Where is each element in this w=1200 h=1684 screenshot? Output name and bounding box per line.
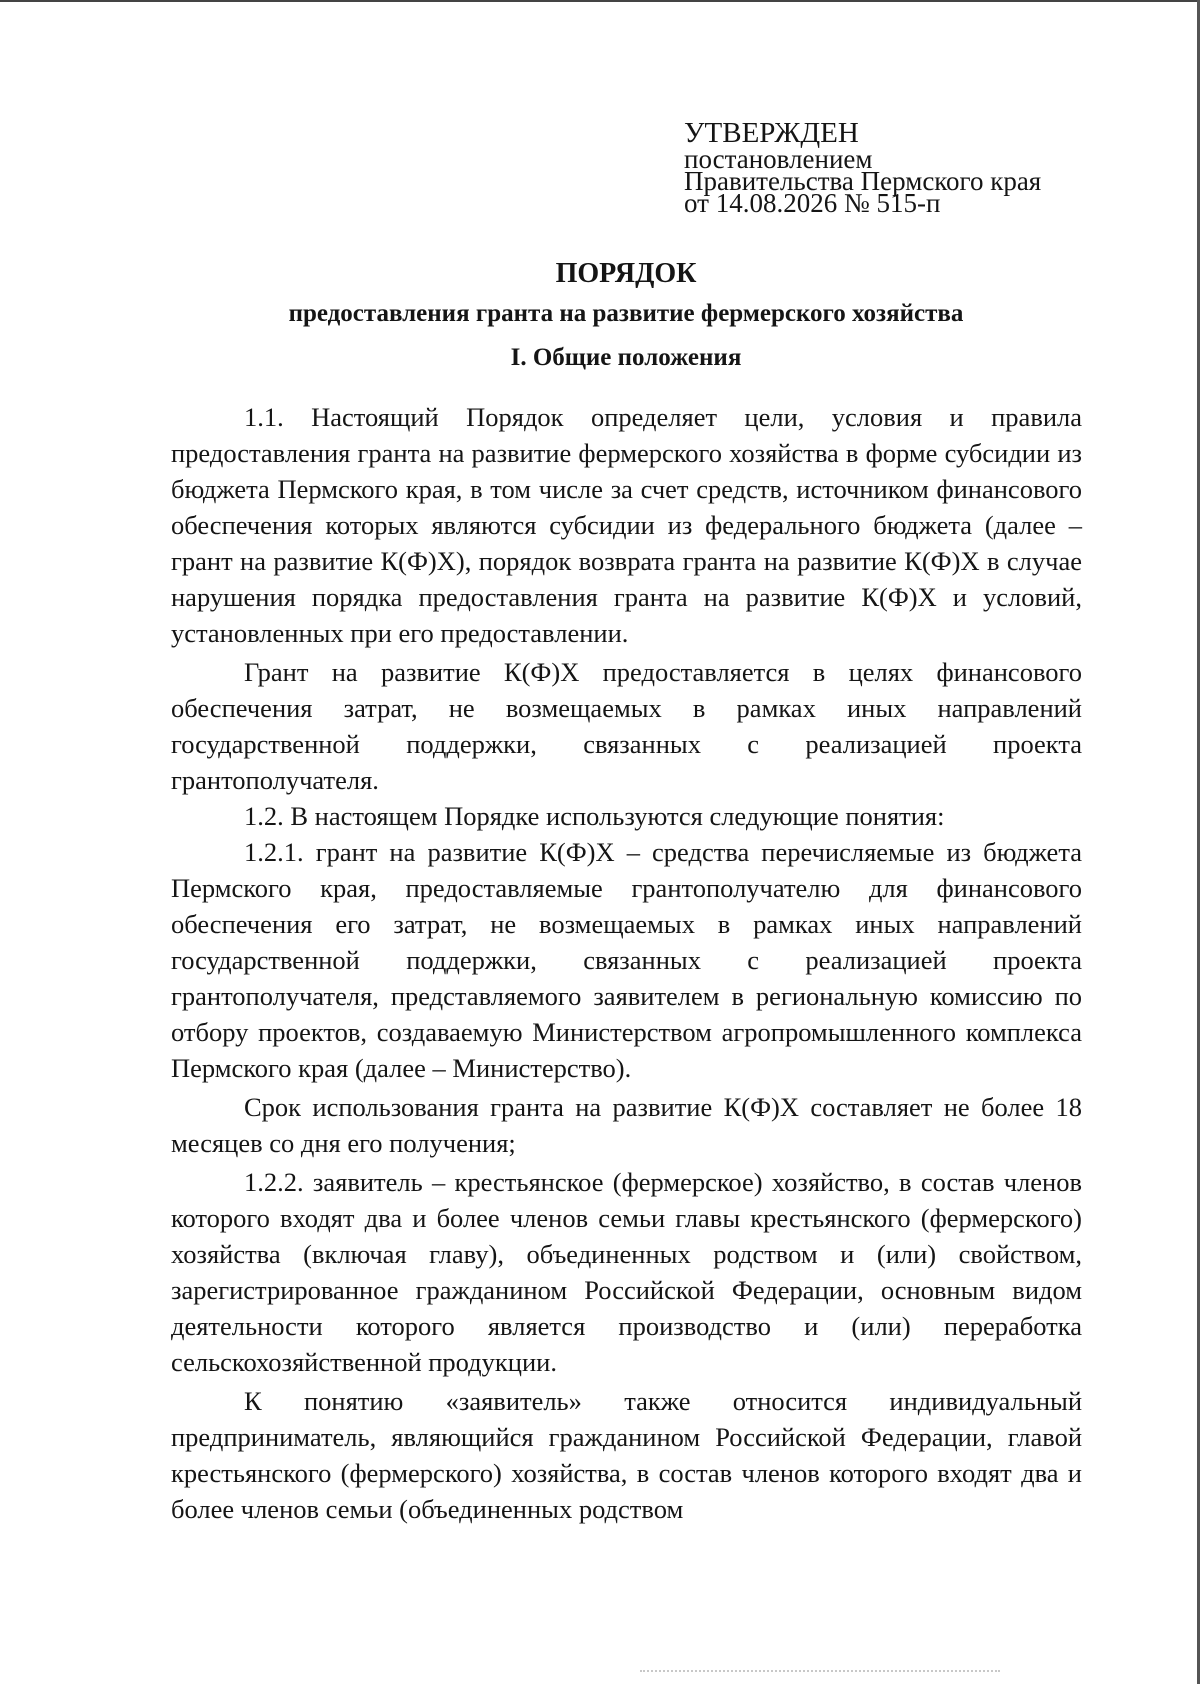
document-subtitle: предоставления гранта на развитие фермерского хозяйства xyxy=(288,300,964,327)
approval-line: постановлением xyxy=(684,144,873,174)
approval-line: Правительства Пермского края xyxy=(684,166,1042,196)
document-body xyxy=(171,399,1082,1527)
paragraph: 1.1. Настоящий Порядок определяет цели, условия и правила предоставления гранта на развитие фермерского хозяйства в форме субсидии из бюджета Пермского края, в том числе за счет средств, источником финансового обеспечения которых являются субсидии из федерального бюджета (далее – грант на развитие К(Ф)Х), порядок возврата гранта на развитие К(Ф)Х в случае нарушения порядка предоставления гранта на развитие К(Ф)Х и условий, установленных при его предоставлении. xyxy=(171,402,1082,648)
document-title: ПОРЯДОК xyxy=(555,258,697,289)
paragraph: Срок использования гранта на развитие К(Ф)Х составляет не более 18 месяцев со дня его получения; xyxy=(171,1092,1082,1158)
paragraph: 1.2.2. заявитель – крестьянское (фермерское) хозяйство, в состав членов которого входят два и более членов семьи главы крестьянского (фермерского) хозяйства (включая главу), объединенных родством и (или) свойством, зарегистрированное гражданином Российской Федерации, основным видом деятельности которого является производство и (или) переработка сельскохозяйственной продукции. xyxy=(171,1167,1082,1377)
paragraph: Грант на развитие К(Ф)Х предоставляется в целях финансового обеспечения затрат, не возмещаемых в рамках иных направлений государственной поддержки, связанных с реализацией проекта грантополучателя. xyxy=(171,657,1082,795)
approval-stamp-block xyxy=(684,117,1042,218)
scan-artifact xyxy=(640,1670,1000,1675)
paragraph: 1.2.1. грант на развитие К(Ф)Х – средства перечисляемые из бюджета Пермского края, предоставляемые грантополучателю для финансового обеспечения его затрат, не возмещаемых в рамках иных направлений государственной поддержки, связанных с реализацией проекта грантополучателя, представляемого заявителем в региональную комиссию по отбору проектов, создаваемую Министерством агропромышленного комплекса Пермского края (далее – Министерство). xyxy=(171,837,1082,1083)
page-top-edge xyxy=(0,0,1200,2)
approval-date-number: от 14.08.2026 № 515-п xyxy=(684,188,941,218)
paragraph: К понятию «заявитель» также относится индивидуальный предприниматель, являющийся гражданином Российской Федерации, главой крестьянского (фермерского) хозяйства, в состав членов которого входят два и более членов семьи (объединенных родством xyxy=(171,1386,1082,1524)
approval-title: УТВЕРЖДЕН xyxy=(684,117,859,149)
paragraph: 1.2. В настоящем Порядке используются следующие понятия: xyxy=(244,801,945,831)
section-title: I. Общие положения xyxy=(510,344,742,371)
